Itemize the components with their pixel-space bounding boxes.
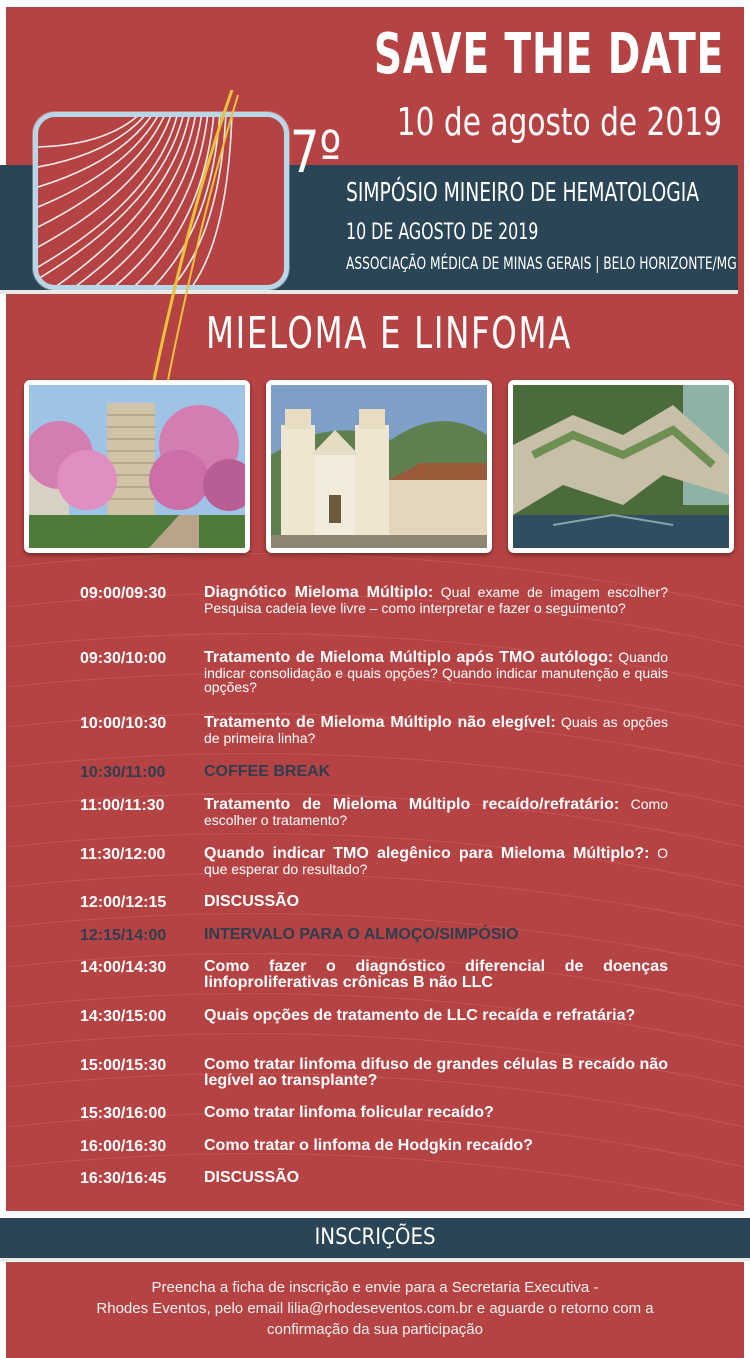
schedule-description xyxy=(204,927,668,944)
schedule-time: 15:00/15:30 xyxy=(80,1057,167,1074)
schedule-description xyxy=(204,585,668,615)
schedule-description xyxy=(204,715,668,745)
schedule-time: 16:30/16:45 xyxy=(80,1170,167,1187)
schedule-time: 12:00/12:15 xyxy=(80,894,167,911)
registration-line-3: confirmação da sua participação xyxy=(267,1321,483,1338)
schedule-row xyxy=(80,1138,668,1155)
schedule-title: Como fazer o diagnóstico diferencial de doenças linfoproliferativas crônicas B não LLC xyxy=(204,958,668,991)
schedule-row xyxy=(80,846,668,876)
schedule-description xyxy=(204,846,668,876)
schedule-row xyxy=(80,585,668,615)
schedule-description xyxy=(204,1170,668,1187)
schedule-description xyxy=(204,650,668,694)
schedule-row xyxy=(80,1105,668,1122)
schedule-time: 10:00/10:30 xyxy=(80,715,167,732)
schedule-description xyxy=(204,1105,668,1122)
schedule-row-break xyxy=(80,927,668,944)
schedule-detail: Qual exame de imagem escolher? Pesquisa cadeia leve livre – como interpretar e fazer o seguimento? xyxy=(204,584,668,616)
schedule-row xyxy=(80,797,668,827)
schedule-title: Como tratar linfoma folicular recaído? xyxy=(204,1104,494,1121)
edition-number: 7º xyxy=(290,118,342,186)
symposium-venue: ASSOCIAÇÃO MÉDICA DE MINAS GERAIS | BELO HORIZONTE/MG xyxy=(346,254,737,274)
registration-line-1: Preencha a ficha de inscrição e envie para a Secretaria Executiva - xyxy=(151,1279,599,1296)
schedule-title: INTERVALO PARA O ALMOÇO/SIMPÓSIO xyxy=(204,926,519,943)
schedule-title: Tratamento de Mieloma Múltiplo após TMO autólogo: xyxy=(204,649,614,666)
schedule-time: 14:30/15:00 xyxy=(80,1008,167,1025)
schedule-title: Quais opções de tratamento de LLC recaída e refratária? xyxy=(204,1007,636,1024)
schedule-row-break xyxy=(80,764,668,781)
schedule-row xyxy=(80,894,668,911)
schedule-title: Como tratar linfoma difuso de grandes células B recaído não legível ao transplante? xyxy=(204,1056,668,1089)
baroque-church-photo xyxy=(266,380,492,553)
schedule-title: Diagnótico Mieloma Múltiplo: xyxy=(204,584,434,601)
schedule-time: 12:15/14:00 xyxy=(80,927,167,944)
modern-museum-aerial-photo xyxy=(508,380,734,553)
schedule-description xyxy=(204,959,668,991)
save-the-date-date: 10 de agosto de 2019 xyxy=(396,100,722,144)
schedule-title: Quando indicar TMO alegênico para Mieloma Múltiplo?: xyxy=(204,845,650,862)
symposium-date: 10 DE AGOSTO DE 2019 xyxy=(346,220,539,245)
schedule-description xyxy=(204,1057,668,1089)
schedule-time: 16:00/16:30 xyxy=(80,1138,167,1155)
schedule-time: 14:00/14:30 xyxy=(80,959,167,976)
schedule-description xyxy=(204,797,668,827)
registration-title: INSCRIÇÕES xyxy=(314,1225,436,1250)
schedule-description xyxy=(204,1138,668,1155)
schedule-time: 11:30/12:00 xyxy=(80,846,166,863)
save-the-date-title: SAVE THE DATE xyxy=(373,22,724,87)
schedule-time: 09:30/10:00 xyxy=(80,650,167,667)
schedule-time: 09:00/09:30 xyxy=(80,585,167,602)
schedule-row xyxy=(80,1170,668,1187)
schedule-row xyxy=(80,959,668,991)
schedule-row xyxy=(80,1008,668,1025)
schedule-time: 11:00/11:30 xyxy=(80,797,165,814)
schedule-title: DISCUSSÃO xyxy=(204,893,300,910)
schedule-detail: O que esperar do resultado? xyxy=(204,845,669,877)
schedule-row xyxy=(80,650,668,694)
schedule-detail: Como escolher o tratamento? xyxy=(204,796,668,828)
schedule-row xyxy=(80,715,668,745)
schedule-row xyxy=(80,1057,668,1089)
schedule-title: DISCUSSÃO xyxy=(204,1169,300,1186)
schedule-description xyxy=(204,1008,668,1025)
schedule-title: Tratamento de Mieloma Múltiplo não elegível: xyxy=(204,714,556,731)
registration-text xyxy=(40,1277,710,1340)
schedule-title: Como tratar o linfoma de Hodgkin recaído? xyxy=(204,1137,533,1154)
belo-horizonte-building-photo xyxy=(24,380,250,553)
theme-title: MIELOMA E LINFOMA xyxy=(206,308,572,359)
symposium-title: SIMPÓSIO MINEIRO DE HEMATOLOGIA xyxy=(346,178,700,208)
schedule-time: 10:30/11:00 xyxy=(80,764,166,781)
schedule-detail: Quando indicar consolidação e quais opções? Quando indicar manutenção e quais opções? xyxy=(204,649,669,695)
schedule-detail: Quais as opções de primeira linha? xyxy=(204,714,668,746)
registration-line-2: Rhodes Eventos, pelo email lilia@rhodeseventos.com.br e aguarde o retorno com a xyxy=(96,1300,654,1317)
schedule-description xyxy=(204,764,668,781)
schedule-time: 15:30/16:00 xyxy=(80,1105,167,1122)
schedule-title: Tratamento de Mieloma Múltiplo recaído/refratário: xyxy=(204,796,620,813)
schedule-description xyxy=(204,894,668,911)
schedule-title: COFFEE BREAK xyxy=(204,763,331,780)
